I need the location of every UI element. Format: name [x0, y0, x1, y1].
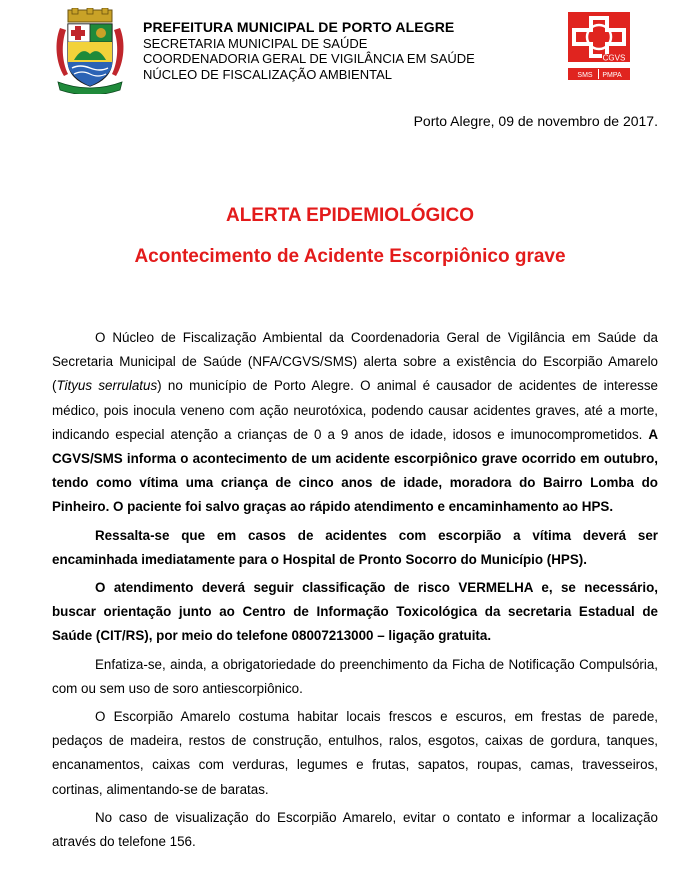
paragraph-hps-text: Ressalta-se que em casos de acidentes com escorpião a vítima deverá ser encaminhada imediatamente para o Hospital de Pronto Socorro do Município (HPS).: [52, 527, 658, 567]
paragraph-intro-text-a: O Núcleo de Fiscalização Ambiental da Coordenadoria Geral de Vigilância em Saúde da Secretaria Municipal de Saúde (NFA/CGVS/SMS) alerta sobre a existência do Escorpião Amarelo (: [52, 330, 658, 394]
header-block: [143, 20, 475, 82]
paragraph-risk: [52, 576, 658, 649]
paragraph-contact: No caso de visualização do Escorpião Amarelo, evitar o contato e informar a localização através do telefone 156.: [52, 809, 658, 850]
header-line-secretaria: SECRETARIA MUNICIPAL DE SAÚDE: [143, 35, 368, 51]
paragraph-intro-text-b: ) no município de Porto Alegre. O animal é causador de acidentes de interesse médico, pois inocula veneno com ação neurotóxica, podendo causar acidentes graves, até a morte, indicando especial atenção a crianças de 0 a 9 anos de idade, idosos e imunocomprometidos.: [52, 378, 658, 442]
cgvs-logo-pmpa: PMPA: [602, 72, 622, 79]
paragraph-habitat: O Escorpião Amarelo costuma habitar locais frescos e escuros, em frestas de parede, pedaços de madeira, restos de construção, entulhos, ralos, esgotos, caixas de gordura, tanques, encanamentos, caixas com verduras, legumes e frutas, sapatos, roupas, camas, travesseiros, cortinas, alimentando-se de baratas.: [52, 709, 658, 797]
cgvs-logo-sms: SMS: [577, 72, 593, 79]
alert-title: ALERTA EPIDEMIOLÓGICO: [225, 205, 475, 226]
paragraph-intro-bold: A CGVS/SMS informa o acontecimento de um acidente escorpiônico grave ocorrido em outubro, tendo como vítima uma criança de cinco anos de idade, moradora do Bairro Lomba do Pinheiro. O paciente foi salvo graças ao rápido atendimento e encaminhamento ao HPS.: [52, 426, 658, 515]
porto-alegre-coat-of-arms-icon: [54, 8, 126, 94]
paragraph-risk-text: O atendimento deverá seguir classificação de risco VERMELHA e, se necessário, buscar orientação junto ao Centro de Informação Toxicológica da secretaria Estadual de Saúde (CIT/RS), por meio do telefone 08007213000 – ligação gratuita.: [52, 580, 658, 644]
cgvs-logo-text: CGVS: [602, 53, 626, 63]
header-title: PREFEITURA MUNICIPAL DE PORTO ALEGRE: [143, 19, 455, 35]
document-body: [52, 326, 658, 857]
cgvs-logo: [568, 12, 630, 82]
header-line-coordenadoria: COORDENADORIA GERAL DE VIGILÂNCIA EM SAÚDE: [143, 51, 475, 66]
paragraph-notification: Enfatiza-se, ainda, a obrigatoriedade do preenchimento da Ficha de Notificação Compulsória, com ou sem uso de soro antiescorpiônico.: [52, 656, 658, 696]
species-name: Tityus serrulatus: [56, 378, 158, 394]
paragraph-hps: [52, 524, 658, 572]
paragraph-intro: [52, 326, 658, 520]
document-date: Porto Alegre, 09 de novembro de 2017.: [413, 113, 658, 129]
header-line-nucleo: NÚCLEO DE FISCALIZAÇÃO AMBIENTAL: [143, 66, 392, 82]
alert-subtitle: Acontecimento de Acidente Escorpiônico grave: [134, 246, 566, 267]
